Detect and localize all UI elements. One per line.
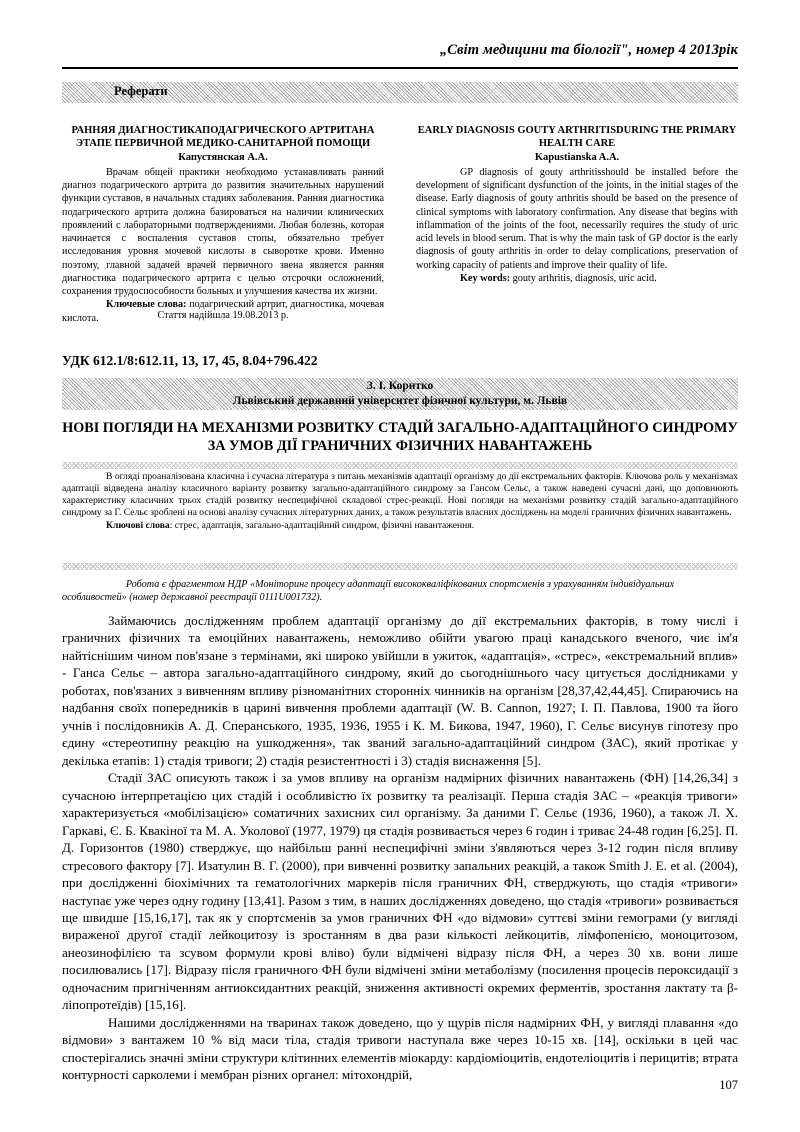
abstract-ru-keywords-label: Ключевые слова: (106, 299, 187, 311)
abstract-ru-keywords-value: подагрический артрит, диагностика, мочевая кислота. (62, 299, 385, 324)
funding-note-line1: Робота є фрагментом НДР «Моніторинг процесу адаптації висококваліфікованих спортсменів з урахуванням індивідуальних (125, 579, 675, 590)
abstract-en-keywords-value: gouty arthritis, diagnosis, uric acid. (512, 272, 657, 284)
body-paragraph: Нашими дослідженнями на тваринах також доведено, що у щурів після надмірних ФН, у вигляді плавання «до відмови» з вантажем 10 % від маси тіла, стадія тривоги наступала вже через 10-15 хв. [14], оскільки в цей час спостерігались значні зміни структури клітинних елементів міокарду: кардіоміоцитів, ендотеліоцитів і перицитів; втрата контурності сарколеми і мембран різних органел: мітохондрій, (62, 1014, 738, 1083)
wavy-rule-top (62, 462, 738, 469)
body-paragraph: Займаючись дослідженням проблем адаптації організму до дії екстремальних факторів, в тому числі і граничних фізичних та емоційних навантажень, неможливо обійти увагою праці канадського вченого, чиє ім'я найтіснішим чином пов'язане з термінами, які широко увійшли в ужиток, «адаптація», «стрес», «екстремальний вплив» - Ганса Сельє – автора загально-адаптаційного синдрому, який до сьогоднішнього часу цитується дослідниками у роботах, пов'язаних з вивченням впливу різноманітних сторонніх чинників на організм [28,37,42,44,45]. Спираючись на надбання своїх попередників в царині вивчення проблеми адаптації (W. B. Cannon, 1927; І. П. Павлова, 1900 та його учнів і послідовників А. Д. Сперанського, 1935, 1936, 1955 і К. М. Бикова, 1947, 1960), Г. Сельє висунув гіпотезу про єдину «стереотипну реакцію на ушкодження», так званий загально-адаптаційний синдром (ЗАС), який протікає у декілька етапів: 1) стадія тривоги; 2) стадія резистентності і 3) стадія виснаження [5]. (62, 613, 738, 768)
author-band (62, 378, 738, 410)
article-keywords (62, 520, 738, 532)
abstract-english (416, 124, 738, 285)
funding-note-line2: особливостей» (номер державної реєстрації 0111U001732). (62, 592, 323, 604)
article-author: З. І. Коритко (366, 380, 434, 392)
abstract-ru-author: Капустянская А.А. (178, 152, 268, 164)
abstract-en-title: EARLY DIAGNOSIS GOUTY ARTHRITISDURING THE PRIMARY HEALTH CARE (417, 125, 737, 150)
abstract-en-author: Kapustianska A.A. (534, 152, 620, 164)
udk-code: УДК 612.1/8:612.11, 13, 17, 45, 8.04+796.422 (62, 353, 318, 368)
funding-note (62, 578, 738, 605)
article-abstract-text: В огляді проаналізована класична і сучасна література з питань механізмів адаптації організму до дії екстремальних факторів. Ключова роль у механізмах адаптації відведена аналізу класичного варіанту розвитку загально-адаптаційного синдрому за Гансом Сельє, а також наведені сучасні дані, що доповнюють характеристику класичних трьох стадій розвитку неспецифічної складової стрес-реакції. Нові погляди на механізми розвитку стадій загально-адаптаційного синдрому за Г. Сельє зроблені на основі аналізу сучасних літературних даних, а також результатів власних досліджень на моделі граничних фізичних навантажень. (62, 471, 738, 519)
page-number: 107 (719, 1078, 738, 1092)
article-keywords-label: Ключові слова (106, 519, 170, 531)
section-band-label: Реферати (114, 84, 168, 98)
article-keywords-value: : стрес, адаптація, загально-адаптаційний синдром, фізичні навантаження. (169, 519, 475, 531)
article-title: НОВІ ПОГЛЯДИ НА МЕХАНІЗМИ РОЗВИТКУ СТАДІЙ ЗАГАЛЬНО-АДАПТАЦІЙНОГО СИНДРОМУ ЗА УМОВ ДІЇ ГРАНИЧНИХ ФІЗИЧНИХ НАВАНТАЖЕНЬ (62, 420, 738, 455)
article-affiliation: Львівський державний університет фізичної культури, м. Львів (232, 395, 568, 407)
section-band-referaty (62, 82, 738, 103)
abstract-en-keywords (416, 272, 738, 285)
article-body (62, 612, 738, 1084)
received-note: Стаття надійшла 19.08.2013 р. (157, 310, 289, 321)
article-abstract-block (62, 471, 738, 532)
abstract-ru-title: РАННЯЯ ДИАГНОСТИКАПОДАГРИЧЕСКОГО АРТРИТАНА ЭТАПЕ ПЕРВИЧНОЙ МЕДИКО-САНИТАРНОЙ ПОМОЩИ (71, 125, 375, 150)
wavy-rule-bottom (62, 563, 738, 570)
abstract-russian (62, 124, 384, 325)
abstract-ru-body: Врачам общей практики необходимо устанавливать ранний диагноз подагрического артрита до развития значительных нарушений функции суставов, в начальных стадиях заболевания. Ранняя диагностика подагрического артрита должна базироваться на наличии клинических проявлений с лабораторными подтверждениями. Любая болезнь, которая начинается с воспаления суставов стопы, обязательно требует исследования уровня мочевой кислоты в сыворотке крови. Именно поэтому, главной задачей врачей первичного звена является ранняя диагностика подагрического артрита с целью отсрочки осложнений, сохранения трудоспособности больных и улучшения качества их жизни. (62, 166, 384, 298)
abstract-en-body: GP diagnosis of gouty arthritisshould be installed before the development of significant dysfunction of the joints, in the initial stages of the disease. Early diagnosis of gouty arthritis should be based on the presence of clinical symptoms with laboratory confirmation. Any disease that begins with inflammation of the joints of the foot, necessarily requires the study of uric acid levels in blood serum. That is why the main task of GP doctor is the early diagnosis of gouty arthritis in order to delay complications, preservation of working capacity of patients and improve their quality of life. (416, 166, 738, 271)
running-head: „Світ медицини та біології", номер 4 2013рік (439, 42, 738, 58)
header-rule (62, 67, 738, 69)
abstract-en-keywords-label: Key words: (460, 272, 511, 284)
body-paragraph: Стадії ЗАС описують також і за умов впливу на організм надмірних фізичних навантажень (ФН) [14,26,34] з сучасною інтерпретацією цих стадій і особливістю їх розвитку та реалізації. Перша стадія ЗАС – «реакція тривоги» характеризується «мобілізацією» соматичних захисних сил організму. За даними Г. Сельє (1936, 1960), а також Л. Х. Гаркаві, Є. Б. Квакіної та М. А. Уколової (1977, 1979) ця стадія розвивається через 6 годин і триває 24-48 годин [6,25]. П. Д. Горизонтов (1980) стверджує, що найбільш ранні неспецифічні зміни з'являються через 3-12 годин після впливу стресового фактору [7]. Изатулин В. Г. (2000), при вивченні розвитку запальних реакцій, а також Smith J. E. et al. (2004), при дослідженні біохімічних та гематологічних маркерів після граничних ФН, стверджують, що стадія «тривоги» наступає уже через одну годину [13,41]. Разом з тим, в наших дослідженнях доведено, що стадія «тривоги» розвивається ще швидше [15,16,17], так як у спортсменів за умов граничних ФН «до відмови» суттєві зміни гемограми (у вигляді вираженої другої стадії лейкоцитозу із зростанням в два рази кількості лейкоцитів, лімфопенією, моноцитозом, анеозинофілією та зсувом формули крові вліво) були відмічені відразу після ФН, а через 30 хв. вони лише посилювались [17]. Відразу після граничного ФН були відмічені зміни метаболізму (посилення процесів пероксидації з одночасним пригніченням антиоксидантних реакцій, зниження активності окремих ферментів, зростання лактату та β-ліпопротеїдів) [15,16]. (62, 770, 738, 1013)
